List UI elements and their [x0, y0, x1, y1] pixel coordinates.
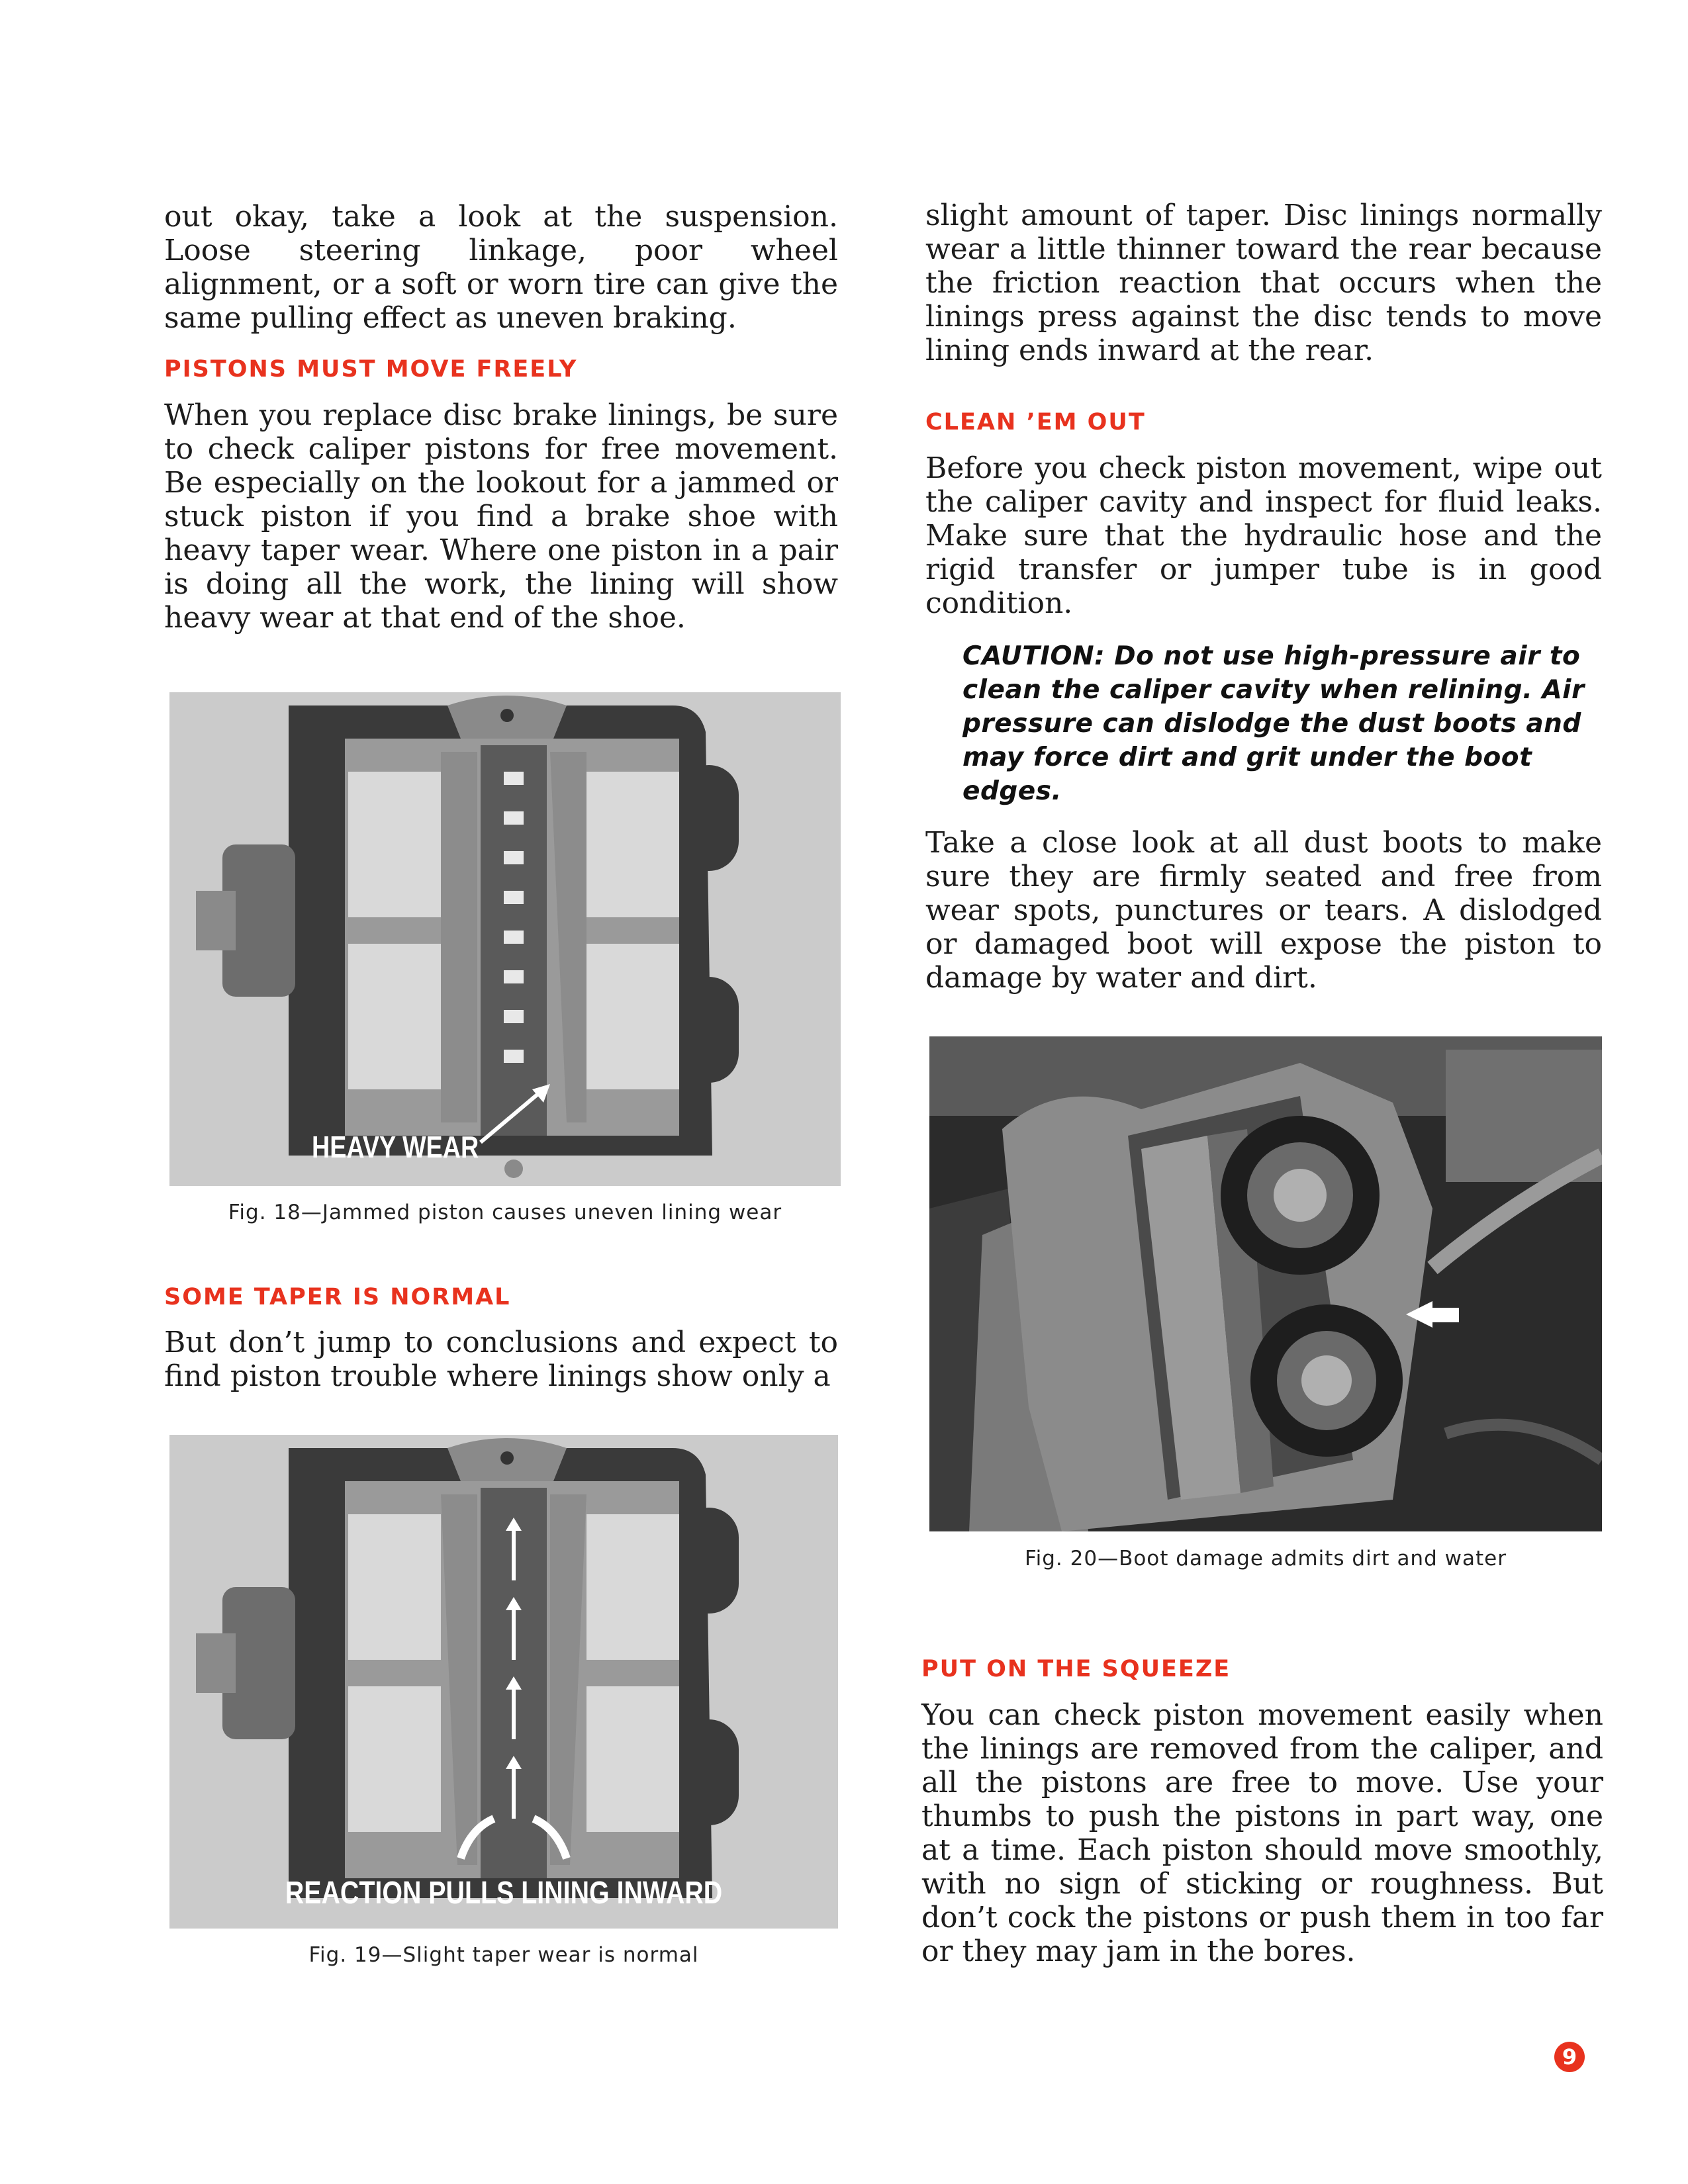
page-number-badge: 9 [1554, 2042, 1585, 2072]
figure-20-caption: Fig. 20—Boot damage admits dirt and water [1025, 1547, 1507, 1570]
figure-20-caliper-photo [929, 1036, 1602, 1531]
intro-paragraph-left: out okay, take a look at the suspension. Loose steering linkage, poor wheel alignment, or a soft or worn tire can give the same pulling effect as uneven braking. [164, 200, 838, 335]
figure-18-caption: Fig. 18—Jammed piston causes uneven lining wear [228, 1201, 782, 1224]
figure-19-label: REACTION PULLS LINING INWARD [285, 1876, 723, 1911]
heading-clean-em-out: CLEAN ’EM OUT [925, 409, 1146, 435]
taper-paragraph: But don’t jump to conclusions and expect to find piston trouble where linings show only a [164, 1326, 838, 1393]
clean-paragraph: Before you check piston movement, wipe out the caliper cavity and inspect for fluid leaks. Make sure that the hydraulic hose and the rigid transfer or jumper tube is in good condition. [925, 451, 1602, 620]
figure-19-caliper-illustration [169, 1435, 838, 1929]
heading-pistons-must-move-freely: PISTONS MUST MOVE FREELY [164, 356, 578, 383]
figure-18-label: HEAVY WEAR [312, 1130, 479, 1164]
pistons-paragraph: When you replace disc brake linings, be sure to check caliper pistons for free movement. Be especially on the lookout for a jammed or stuck piston if you find a brake shoe with heavy taper wear. Where one piston in a pair is doing all the work, the lining will show heavy wear at that end of the shoe. [164, 398, 838, 635]
squeeze-paragraph: You can check piston movement easily when the linings are removed from the caliper, and all the pistons are free to move. Use your thumbs to push the pistons in part way, one at a time. Each piston should move smoothly, with no sign of sticking or roughness. But don’t cock the pistons or push them in too far or they may jam in the bores. [921, 1698, 1603, 1968]
intro-paragraph-right: slight amount of taper. Disc linings normally wear a little thinner toward the rear because the friction reaction that occurs when the linings press against the disc tends to move lining ends inward at the rear. [925, 199, 1602, 367]
heading-some-taper-is-normal: SOME TAPER IS NORMAL [164, 1284, 511, 1310]
heading-put-on-the-squeeze: PUT ON THE SQUEEZE [921, 1656, 1231, 1682]
figure-19-caption: Fig. 19—Slight taper wear is normal [308, 1943, 699, 1967]
figure-18-caliper-illustration [169, 692, 841, 1186]
caution-note: CAUTION: Do not use high-pressure air to clean the caliper cavity when relining. Air pressure can dislodge the dust boots and may force dirt and grit under the boot edges. [962, 641, 1585, 806]
boots-paragraph: Take a close look at all dust boots to make sure they are firmly seated and free from wear spots, punctures or tears. A dislodged or damaged boot will expose the piston to damage by water and dirt. [925, 826, 1602, 995]
